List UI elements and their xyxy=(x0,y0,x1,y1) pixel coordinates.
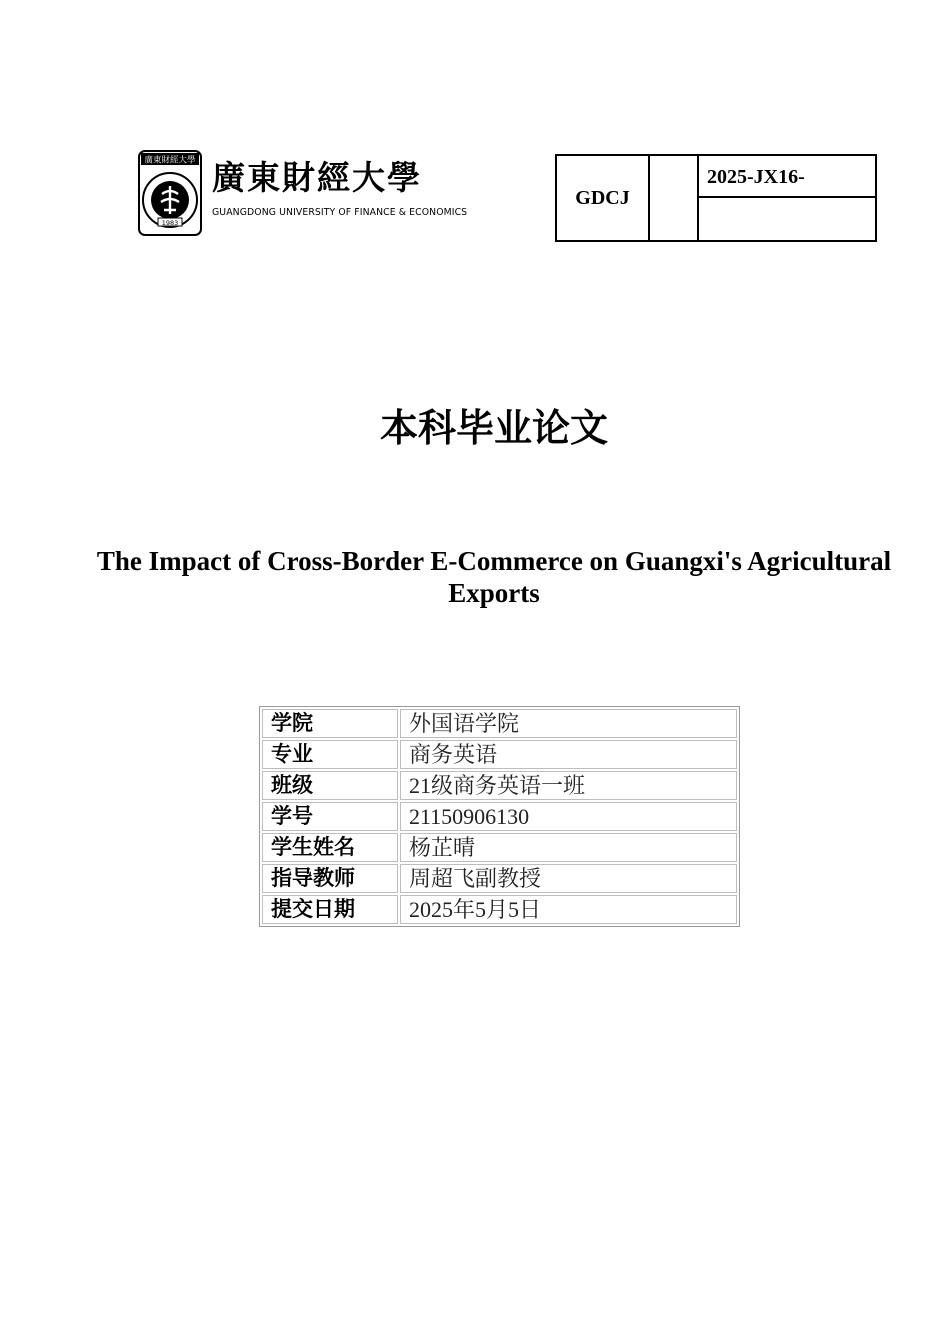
table-row xyxy=(262,771,737,800)
university-name-en: GUANGDONG UNIVERSITY OF FINANCE & ECONOMICS xyxy=(212,207,468,218)
university-seal-icon xyxy=(138,150,202,236)
info-value: 杨芷晴 xyxy=(400,833,737,862)
table-row xyxy=(262,895,737,924)
table-row xyxy=(262,709,737,738)
info-label: 班级 xyxy=(262,771,398,800)
code-second-line xyxy=(698,197,876,241)
info-label: 学生姓名 xyxy=(262,833,398,862)
info-value: 外国语学院 xyxy=(400,709,737,738)
student-info-table xyxy=(259,706,740,927)
code-prefix: GDCJ xyxy=(556,155,649,241)
seal-top-text: 廣東財經大學 xyxy=(144,155,196,166)
table-row xyxy=(262,864,737,893)
code-number: 2025-JX16- xyxy=(698,155,876,197)
info-label: 学号 xyxy=(262,802,398,831)
info-value: 2025年5月5日 xyxy=(400,895,737,924)
table-row xyxy=(262,740,737,769)
university-name-cn: 廣東財經大學 xyxy=(212,158,422,197)
info-label: 专业 xyxy=(262,740,398,769)
info-label: 学院 xyxy=(262,709,398,738)
code-blank-cell xyxy=(649,155,698,241)
thesis-title: The Impact of Cross-Border E-Commerce on Guangxi's Agricultural Exports xyxy=(96,546,892,608)
info-value: 21级商务英语一班 xyxy=(400,771,737,800)
table-row xyxy=(262,833,737,862)
university-logo xyxy=(138,150,468,236)
page-title: 本科毕业论文 xyxy=(379,406,608,450)
info-value: 商务英语 xyxy=(400,740,737,769)
seal-year: 1983 xyxy=(161,219,179,227)
document-code-box xyxy=(555,154,877,242)
info-label: 提交日期 xyxy=(262,895,398,924)
info-value: 周超飞副教授 xyxy=(400,864,737,893)
table-row xyxy=(262,802,737,831)
info-label: 指导教师 xyxy=(262,864,398,893)
info-value: 21150906130 xyxy=(400,802,737,831)
